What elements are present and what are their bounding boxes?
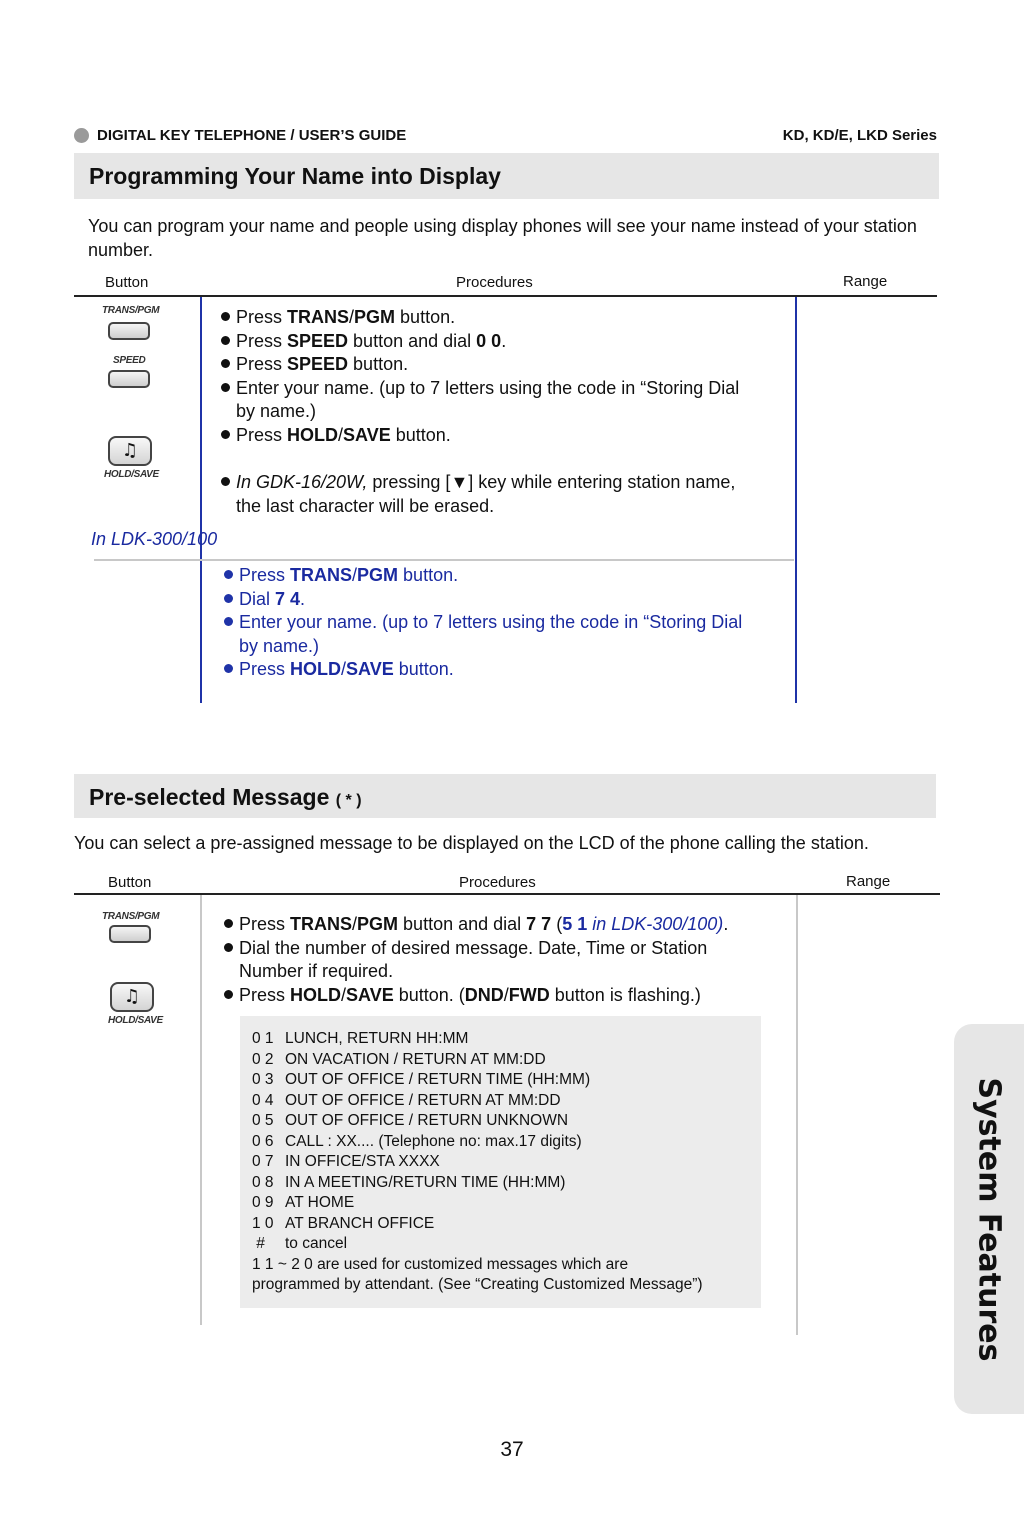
message-row: 0 2 ON VACATION / RETURN AT MM:DD <box>252 1050 546 1068</box>
col-header-range: Range <box>843 273 888 290</box>
list-item: Enter your name. (up to 7 letters using the code in “Storing Dial <box>221 377 796 401</box>
running-header-left <box>74 127 406 144</box>
message-row: 0 1 LUNCH, RETURN HH:MM <box>252 1030 469 1047</box>
bullet-icon <box>224 594 233 603</box>
message-row: 0 5 OUT OF OFFICE / RETURN UNKNOWN <box>252 1112 569 1129</box>
bullet-icon <box>221 477 230 486</box>
message-row: 0 3 OUT OF OFFICE / RETURN TIME (HH:MM) <box>252 1071 591 1088</box>
message-row: # to cancel <box>252 1235 348 1252</box>
section2-procedures <box>224 913 796 1007</box>
list-item: Dial the number of desired message. Date, Time or Station <box>224 937 796 961</box>
chapter-side-tab-label: System Features <box>971 1077 1007 1361</box>
section2-title-text: Pre-selected Message <box>89 784 330 810</box>
page-number: 37 <box>500 1438 524 1461</box>
list-item-continuation: by name.) <box>236 401 317 421</box>
ldk-divider <box>94 559 794 561</box>
list-item-note: In GDK-16/20W, pressing [▼] key while entering station name, <box>221 471 796 495</box>
bullet-icon <box>224 919 233 928</box>
message-row: 0 8 IN A MEETING/RETURN TIME (HH:MM) <box>252 1173 566 1191</box>
section2-intro: You can select a pre-assigned message to be displayed on the LCD of the phone calling the station. <box>74 833 869 853</box>
list-item: Enter your name. (up to 7 letters using the code in “Storing Dial <box>224 611 796 635</box>
section-title-preselected-message <box>74 774 936 818</box>
speed-key-icon <box>108 370 150 388</box>
message-row: 0 4 OUT OF OFFICE / RETURN AT MM:DD <box>252 1091 561 1109</box>
bullet-circle-icon <box>74 128 89 143</box>
list-item: Press HOLD/SAVE button. <box>224 658 796 682</box>
list-item: Press SPEED button. <box>221 353 796 377</box>
list-item: Press HOLD/SAVE button. (DND/FWD button is flashing.) <box>224 984 796 1008</box>
bullet-icon <box>224 943 233 952</box>
bullet-icon <box>224 664 233 673</box>
list-item: Press TRANS/PGM button. <box>224 564 796 588</box>
list-item-continuation: Number if required. <box>239 961 394 981</box>
trans-pgm-label: TRANS/PGM <box>102 305 160 316</box>
list-item: Dial 7 4. <box>224 588 796 612</box>
down-arrow-icon: ▼ <box>450 472 469 492</box>
hold-save-key-icon: ♫ <box>110 982 154 1012</box>
ldk-procedures <box>224 564 796 682</box>
col-header-range: Range <box>846 873 891 890</box>
col-header-procedures: Procedures <box>459 874 536 891</box>
col-header-button: Button <box>108 874 152 891</box>
section1-intro: You can program your name and people using display phones will see your name instead of your station number. <box>88 216 917 260</box>
hold-save-label: HOLD/SAVE <box>108 1015 163 1026</box>
bullet-icon <box>224 570 233 579</box>
bullet-icon <box>221 430 230 439</box>
table-header-rule <box>74 893 940 895</box>
trans-pgm-label: TRANS/PGM <box>102 911 160 922</box>
message-row: 0 6 CALL : XX.... (Telephone no: max.17 digits) <box>252 1132 582 1150</box>
list-item-continuation: by name.) <box>239 635 320 656</box>
hold-save-label: HOLD/SAVE <box>104 469 159 480</box>
section1-procedures <box>221 306 796 518</box>
bullet-icon <box>224 617 233 626</box>
col-header-button: Button <box>105 274 149 291</box>
series-label: KD, KD/E, LKD Series <box>782 127 937 144</box>
list-item: Press TRANS/PGM button. <box>221 306 796 330</box>
message-code-table <box>240 1016 761 1308</box>
col-header-procedures: Procedures <box>456 274 533 291</box>
guide-title: DIGITAL KEY TELEPHONE / USER’S GUIDE <box>97 127 407 144</box>
bullet-icon <box>221 312 230 321</box>
section-title-programming-name: Programming Your Name into Display <box>74 153 939 199</box>
list-item: Press SPEED button and dial 0 0. <box>221 330 796 354</box>
trans-pgm-key-icon <box>108 322 150 340</box>
procedures-left-border <box>200 297 202 703</box>
message-row: 1 0 AT BRANCH OFFICE <box>252 1214 435 1232</box>
bullet-icon <box>221 359 230 368</box>
message-row: 0 7 IN OFFICE/STA XXXX <box>252 1153 440 1170</box>
list-item-continuation: the last character will be erased. <box>236 495 495 516</box>
message-row: 0 9 AT HOME <box>252 1194 355 1211</box>
table-header-rule <box>74 295 937 297</box>
procedures-right-border <box>796 895 798 1335</box>
trans-pgm-key-icon <box>109 925 151 943</box>
bullet-icon <box>221 336 230 345</box>
procedures-left-border <box>200 895 202 1325</box>
speed-label: SPEED <box>113 355 146 366</box>
section2-title-suffix: ( * ) <box>335 792 362 809</box>
ldk-300-100-label: In LDK-300/100 <box>91 529 218 549</box>
message-footnote: programmed by attendant. (See “Creating Customized Message”) <box>252 1276 703 1293</box>
bullet-icon <box>221 383 230 392</box>
list-item: Press HOLD/SAVE button. <box>221 424 796 448</box>
bullet-icon <box>224 990 233 999</box>
list-item: Press TRANS/PGM button and dial 7 7 (5 1 in LDK-300/100). <box>224 913 796 937</box>
message-footnote: 1 1 ~ 2 0 are used for customized messages which are <box>252 1255 629 1273</box>
hold-save-key-icon: ♫ <box>108 436 152 466</box>
